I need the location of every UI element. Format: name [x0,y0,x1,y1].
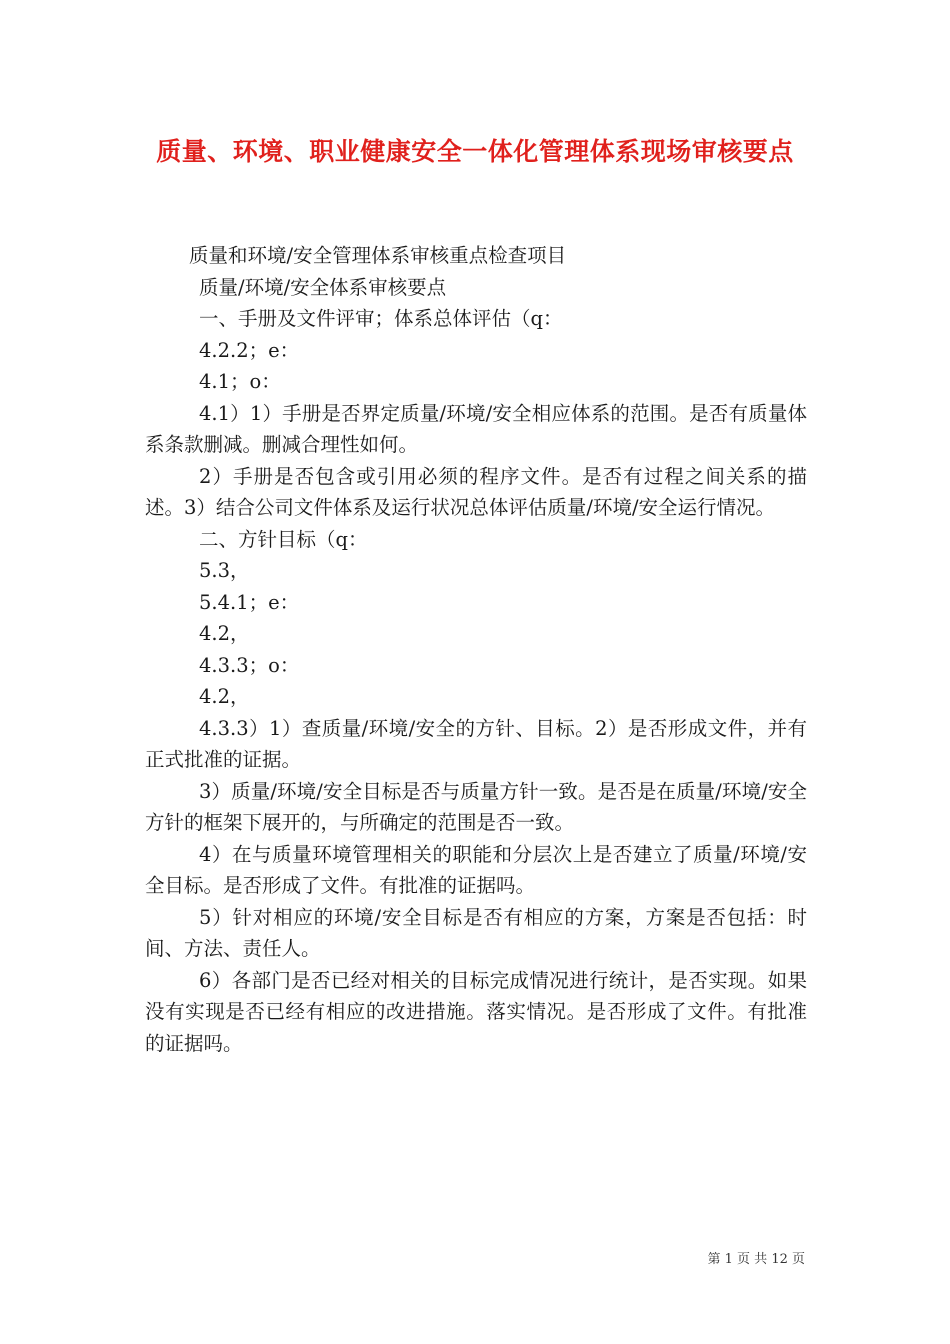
paragraph: 4.2， [199,685,250,708]
paragraph: 4.1）1）手册是否界定质量/环境/安全相应体系的范围。是否有质量体系条款删减。删减合理性如何。 [145,401,807,456]
paragraph: 5.3， [199,559,250,582]
paragraph: 4.1；o： [199,370,281,393]
paragraph: 一、手册及文件评审；体系总体评估（q： [199,307,563,330]
document-body [145,240,807,1059]
paragraph: 4）在与质量环境管理相关的职能和分层次上是否建立了质量/环境/安全目标。是否形成了文件。有批准的证据吗。 [145,842,807,897]
paragraph: 3）质量/环境/安全目标是否与质量方针一致。是否是在质量/环境/安全方针的框架下展开的，与所确定的范围是否一致。 [145,779,807,834]
paragraph: 4.2， [199,622,250,645]
page-number: 第 1 页 共 12 页 [707,1252,805,1267]
document-title: 质量、环境、职业健康安全一体化管理体系现场审核要点 [156,137,794,166]
paragraph: 二、方针目标（q： [199,527,368,551]
paragraph: 质量和环境/安全管理体系审核重点检查项目 [189,244,567,267]
paragraph: 5）针对相应的环境/安全目标是否有相应的方案，方案是否包括：时间、方法、责任人。 [145,905,807,960]
paragraph: 5.4.1；e： [199,590,300,614]
paragraph: 4.2.2；e： [199,338,300,362]
paragraph: 4.3.3；o： [199,653,300,677]
paragraph: 4.3.3）1）查质量/环境/安全的方针、目标。2）是否形成文件，并有正式批准的证据。 [145,716,807,771]
paragraph: 质量/环境/安全体系审核要点 [199,275,447,299]
paragraph: 6）各部门是否已经对相关的目标完成情况进行统计，是否实现。如果没有实现是否已经有相应的改进措施。落实情况。是否形成了文件。有批准的证据吗。 [145,968,807,1055]
paragraph: 2）手册是否包含或引用必须的程序文件。是否有过程之间关系的描述。3）结合公司文件体系及运行状况总体评估质量/环境/安全运行情况。 [145,464,807,519]
